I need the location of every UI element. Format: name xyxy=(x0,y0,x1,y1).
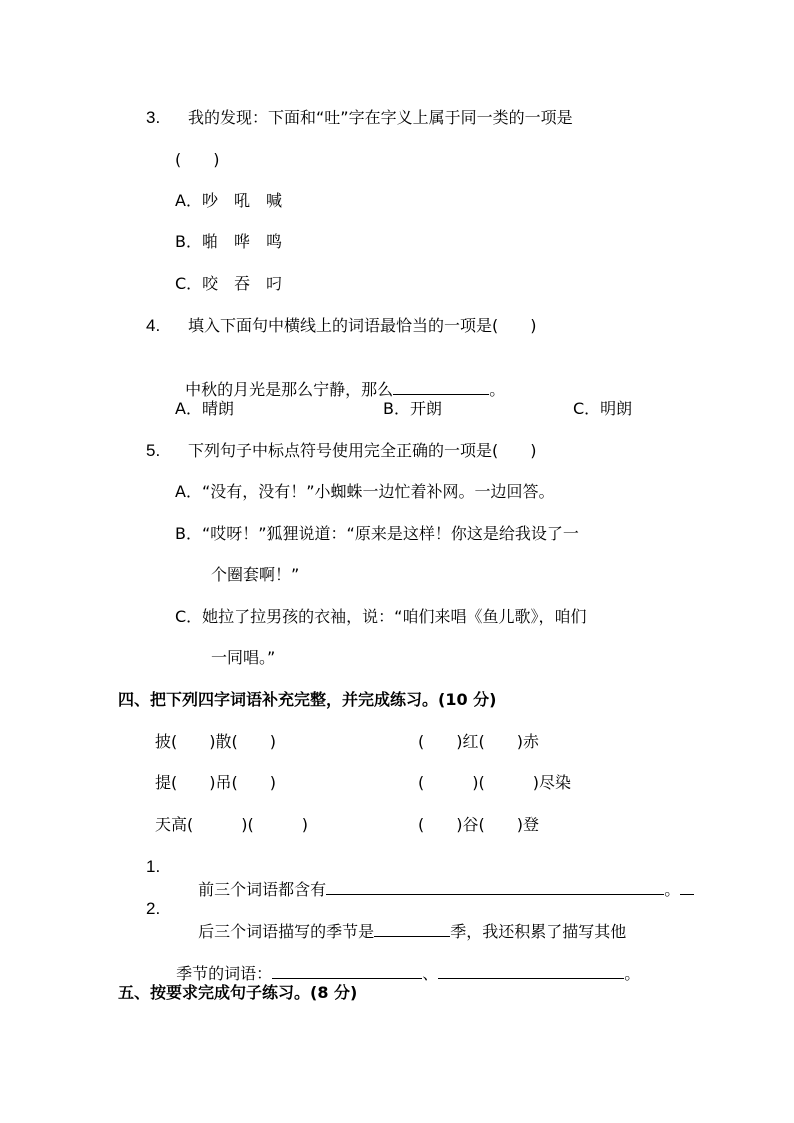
idiom-left-1[interactable]: 披( )散( ) xyxy=(155,732,276,751)
q3-option-a[interactable]: A．吵 吼 喊 xyxy=(175,191,282,210)
q4-option-c[interactable]: C．明朗 xyxy=(573,399,633,418)
q3-option-c[interactable]: C．咬 吞 叼 xyxy=(175,274,283,293)
q3-stem: 我的发现：下面和“吐”字在字义上属于同一类的一项是 xyxy=(188,108,573,127)
s4-q2-separator: 、 xyxy=(422,964,439,983)
q5-option-c-line1[interactable]: C．她拉了拉男孩的衣袖，说：“咱们来唱《鱼儿歌》，咱们 xyxy=(175,607,587,626)
q4-sentence-start: 中秋的月光是那么宁静，那么 xyxy=(185,380,394,399)
q3-answer-paren[interactable]: ( ) xyxy=(175,150,220,169)
q4-stem: 填入下面句中横线上的词语最恰当的一项是( ) xyxy=(188,316,537,335)
idiom-left-3[interactable]: 天高( )( ) xyxy=(155,815,308,834)
q5-stem: 下列句子中标点符号使用完全正确的一项是( ) xyxy=(188,441,537,460)
q5-option-b-line1[interactable]: B．“哎呀！”狐狸说道：“原来是这样！你这是给我设了一 xyxy=(175,524,579,543)
s4-q2-word-blank-2[interactable] xyxy=(438,962,624,979)
s4-q2-number: 2. xyxy=(146,899,161,918)
q4-number: 4. xyxy=(146,316,161,335)
s4-q1-number: 1. xyxy=(146,857,161,876)
section5-title: 五、按要求完成句子练习。(8 分) xyxy=(118,983,358,1002)
s4-q2-line2-text: 季节的词语： xyxy=(176,964,273,983)
s4-q2-word-blank-1[interactable] xyxy=(272,962,422,979)
s4-q2-end: 。 xyxy=(624,964,641,983)
idiom-right-3[interactable]: ( )谷( )登 xyxy=(418,815,539,834)
q3-number: 3. xyxy=(146,108,161,127)
q4-fill-blank[interactable] xyxy=(393,378,489,395)
s4-q2-line2 xyxy=(166,940,640,985)
q4-sentence xyxy=(175,356,505,401)
q5-option-c-line2: 一同唱。” xyxy=(211,648,276,667)
s4-q1-end: 。 xyxy=(664,880,681,899)
s4-q2 xyxy=(188,898,626,943)
s4-q2-text: 后三个词语描写的季节是 xyxy=(198,922,375,941)
q5-option-a[interactable]: A．“没有，没有！”小蜘蛛一边忙着补网。一边回答。 xyxy=(175,482,555,501)
section4-title: 四、把下列四字词语补充完整，并完成练习。(10 分) xyxy=(118,690,497,709)
idiom-right-1[interactable]: ( )红( )赤 xyxy=(418,732,539,751)
q4-option-a[interactable]: A．晴朗 xyxy=(175,399,234,418)
s4-q2-season-blank[interactable] xyxy=(374,920,450,937)
q4-sentence-end: 。 xyxy=(489,380,506,399)
q3-option-b[interactable]: B．啪 哗 鸣 xyxy=(175,232,282,251)
q4-option-b[interactable]: B．开朗 xyxy=(383,399,442,418)
idiom-left-2[interactable]: 提( )吊( ) xyxy=(155,773,276,792)
s4-q1-blank[interactable] xyxy=(326,878,664,895)
idiom-right-2[interactable]: ( )( )尽染 xyxy=(418,773,571,792)
q5-option-b-line2: 个圈套啊！” xyxy=(211,565,300,584)
s4-q2-mid: 季，我还积累了描写其他 xyxy=(450,922,627,941)
s4-q1-tail-line xyxy=(680,878,694,895)
s4-q1 xyxy=(188,856,694,901)
q5-number: 5. xyxy=(146,441,161,460)
s4-q1-text: 前三个词语都含有 xyxy=(198,880,327,899)
